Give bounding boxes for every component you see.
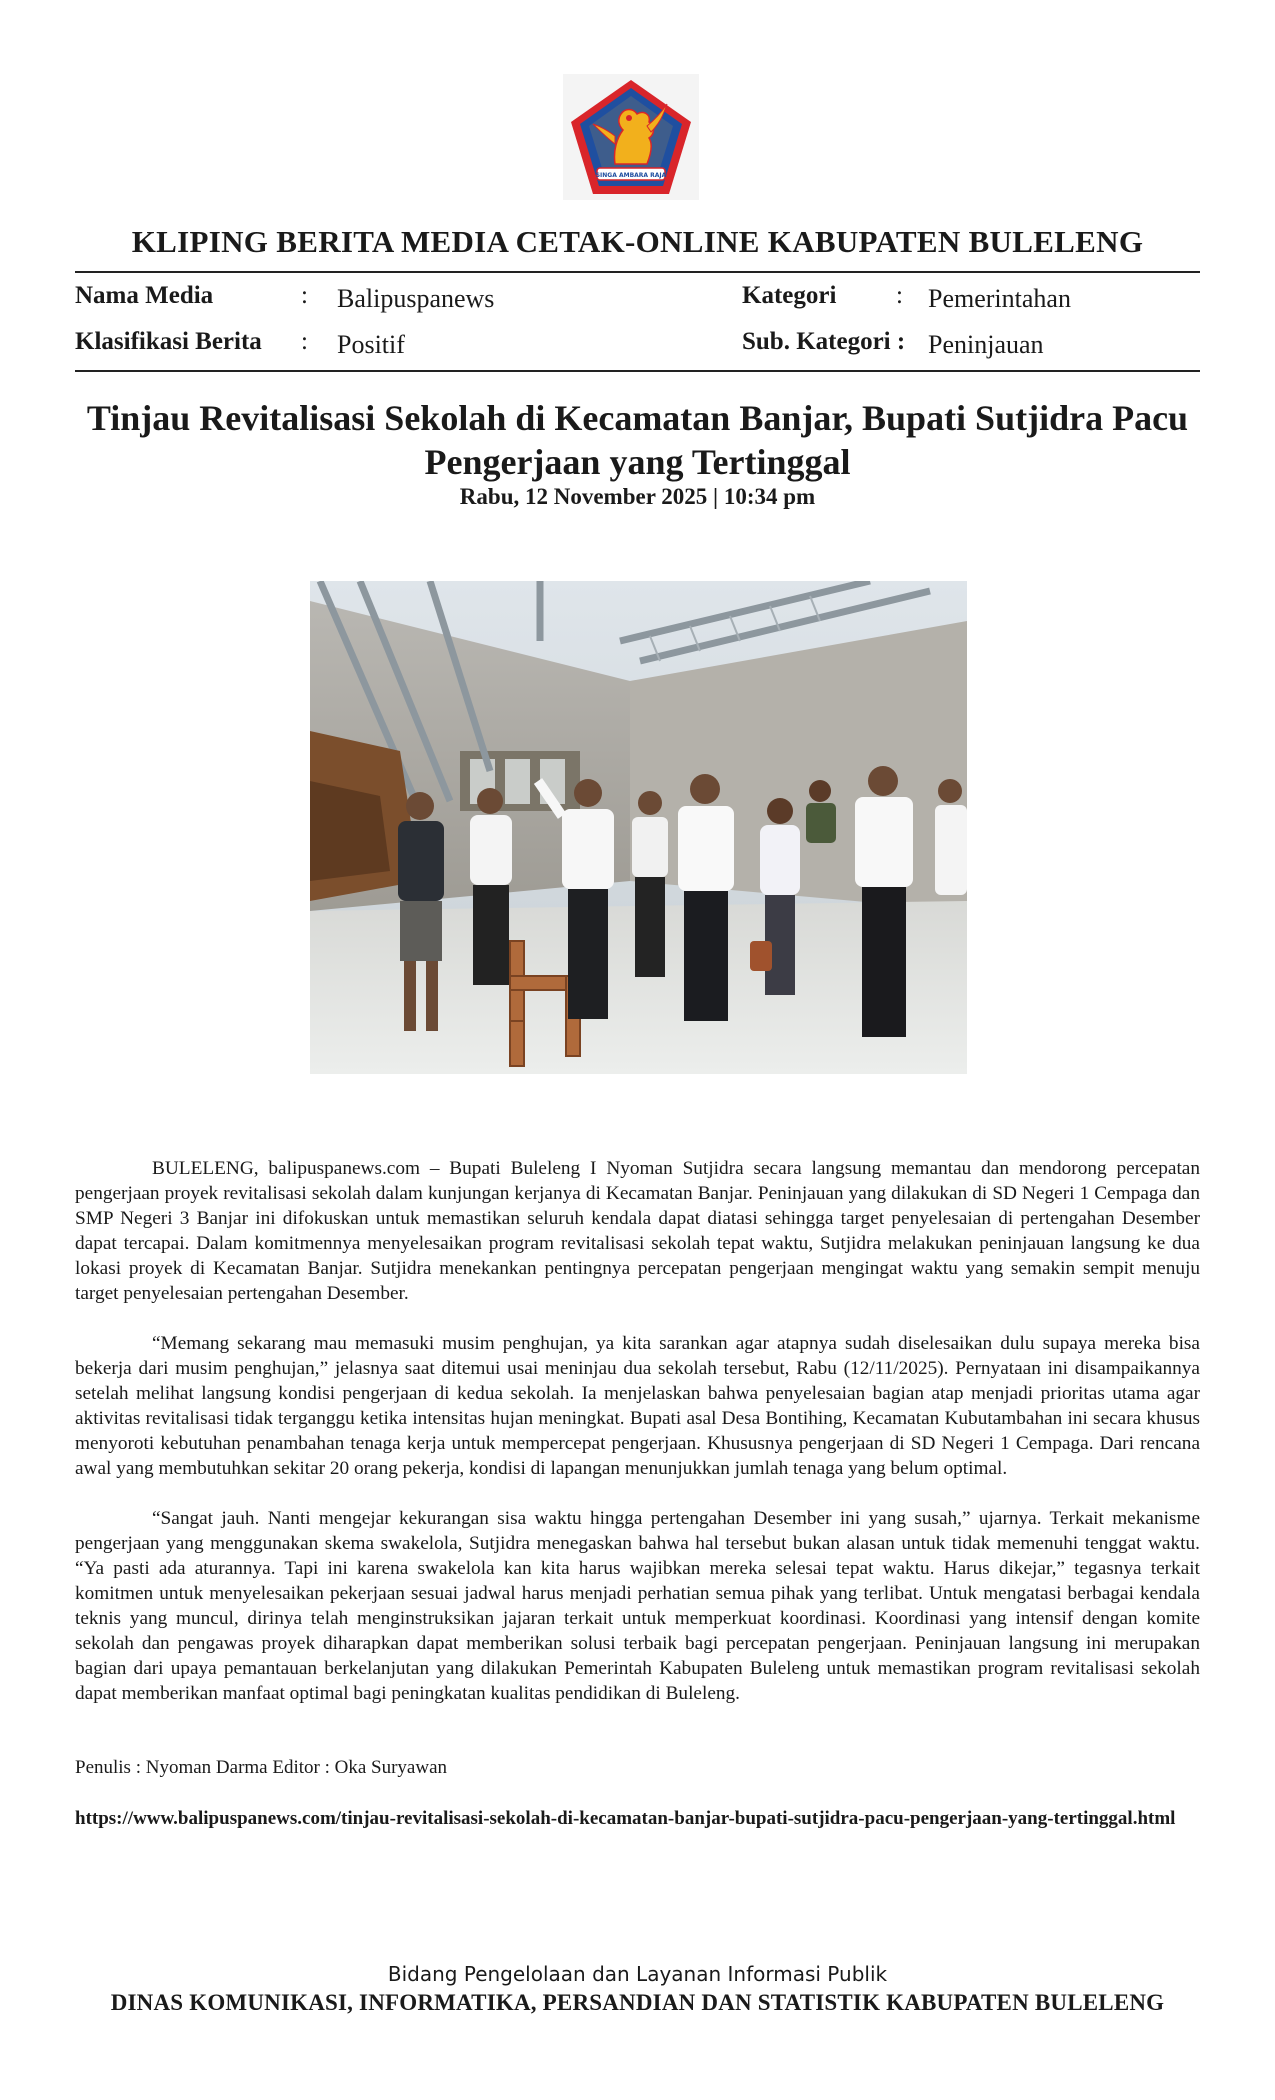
meta-right xyxy=(742,282,1200,362)
paragraph-1: BULELENG, balipuspanews.com – Bupati Buleleng I Nyoman Sutjidra secara langsung memantau dan mendorong percepatan pengerjaan proyek revitalisasi sekolah dalam kunjungan kerjanya di Kecamatan Banjar. Peninjauan yang dilakukan di SD Negeri 1 Cempaga dan SMP Negeri 3 Banjar ini difokuskan untuk memastikan seluruh kendala dapat diatasi sehingga target penyelesaian di pertengahan Desember dapat tercapai. Dalam komitmennya menyelesaikan program revitalisasi sekolah tepat waktu, Sutjidra melakukan peninjauan langsung ke dua lokasi proyek di Kecamatan Banjar. Sutjidra menekankan pentingnya percepatan pengerjaan mengingat waktu yang semakin sempit menuju target penyelesaian pertengahan Desember. xyxy=(75,1158,1200,1304)
kategori-label: Kategori xyxy=(742,282,837,309)
article-url[interactable]: https://www.balipuspanews.com/tinjau-revitalisasi-sekolah-di-kecamatan-banjar-bupati-sutjidra-pacu-pengerjaan-yang-tertinggal.html xyxy=(75,1808,1176,1829)
logo-emblem xyxy=(563,74,699,200)
divider-bottom xyxy=(75,370,1200,372)
masthead-title: KLIPING BERITA MEDIA CETAK-ONLINE KABUPATEN BULELENG xyxy=(131,224,1144,259)
paragraph-3: “Sangat jauh. Nanti mengejar kekurangan sisa waktu hingga pertengahan Desember ini yang susah,” ujarnya. Terkait mekanisme pengerjaan yang menggunakan skema swakelola, Sutjidra menegaskan bahwa hal tersebut bukan alasan untuk tidak memenuhi tenggat waktu. “Ya pasti ada aturannya. Tapi ini karena swakelola kan kita harus wajibkan mereka selesai tepat waktu. Harus dikejar,” tegasnya terkait komitmen untuk menyelesaikan pekerjaan sesuai jadwal harus menjadi perhatian semua pihak yang terlibat. Untuk mengatasi berbagai kendala teknis yang muncul, dirinya telah menginstruksikan jajaran terkait untuk memperkuat koordinasi. Koordinasi yang intensif dengan komite sekolah dan pengawas proyek diharapkan dapat memberikan solusi terbaik bagi percepatan pengerjaan. Peninjauan langsung ini merupakan bagian dari upaya pemantauan berkelanjutan yang dilakukan Pemerintah Kabupaten Buleleng untuk memastikan program revitalisasi sekolah dapat memberikan manfaat optimal bagi peningkatan kualitas pendidikan di Buleleng. xyxy=(75,1508,1200,1704)
article-photo xyxy=(310,581,967,1074)
site-visit-photo xyxy=(310,581,967,1074)
klasifikasi-label: Klasifikasi Berita xyxy=(75,328,262,355)
footer-agency: DINAS KOMUNIKASI, INFORMATIKA, PERSANDIAN DAN STATISTIK KABUPATEN BULELENG xyxy=(110,1990,1165,2015)
media-colon: : xyxy=(301,282,308,309)
paragraph-2: “Memang sekarang mau memasuki musim penghujan, ya kita sarankan agar atapnya sudah diselesaikan dulu supaya mereka bisa bekerja dari musim penghujan,” jelasnya saat ditemui usai meninjau dua sekolah tersebut, Rabu (12/11/2025). Pernyataan ini disampaikannya setelah melihat langsung kondisi pengerjaan di kedua sekolah. Ia menjelaskan bahwa penyelesaian bagian atap menjadi prioritas utama agar aktivitas revitalisasi tidak terganggu ketika intensitas hujan meningkat. Bupati asal Desa Bontihing, Kecamatan Kubutambahan ini secara khusus menyoroti kebutuhan penambahan tenaga kerja untuk mempercepat pengerjaan. Khususnya pengerjaan di SD Negeri 1 Cempaga. Dari rencana awal yang membutuhkan sekitar 20 orang pekerja, kondisi di lapangan menunjukkan jumlah tenaga yang belum optimal. xyxy=(75,1333,1200,1479)
svg-text:SINGA AMBARA RAJA: SINGA AMBARA RAJA xyxy=(595,172,667,179)
meta-left xyxy=(75,282,635,362)
article-credits: Penulis : Nyoman Darma Editor : Oka Suryawan xyxy=(75,1757,448,1778)
article-dateline: Rabu, 12 November 2025 | 10:34 pm xyxy=(459,484,816,509)
klasifikasi-value: Positif xyxy=(337,330,405,359)
subkategori-label: Sub. Kategori : xyxy=(742,328,906,355)
subkategori-value: Peninjauan xyxy=(928,330,1044,359)
article-body xyxy=(75,1156,1200,1731)
kategori-colon: : xyxy=(896,282,903,309)
article-title: Tinjau Revitalisasi Sekolah di Kecamatan Banjar, Bupati Sutjidra Pacu Pengerjaan yang Tertinggal xyxy=(86,398,1189,482)
divider-top xyxy=(75,271,1200,273)
kategori-value: Pemerintahan xyxy=(928,284,1071,313)
media-label: Nama Media xyxy=(75,282,214,309)
klasifikasi-colon: : xyxy=(301,328,308,355)
footer-division: Bidang Pengelolaan dan Layanan Informasi Publik xyxy=(387,1962,888,1986)
lion-crest-icon xyxy=(563,74,699,200)
media-value: Balipuspanews xyxy=(337,284,495,313)
